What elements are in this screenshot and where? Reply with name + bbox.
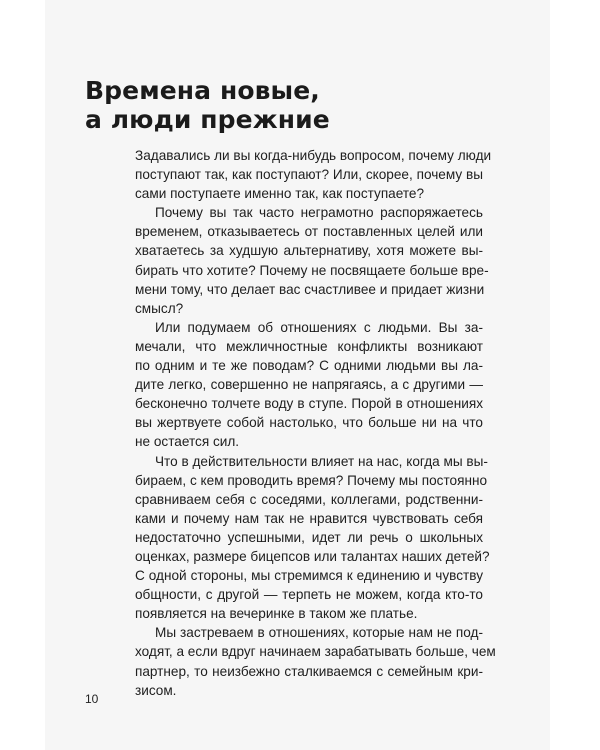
text-line: бесконечно толчете воду в ступе. Порой в отношениях [135,396,483,412]
text-line: ходят, а если вдруг начинаем зарабатывать больше, чем [135,644,496,660]
text-line: ками и почему нам так не нравится чувствовать себя [135,510,483,526]
text-line: недостаточно успешными, идет ли речь о школьных [135,529,483,545]
text-line: появляется на вечеринке в таком же платье. [135,606,418,622]
chapter-title [85,76,330,134]
text-line: зисом. [135,682,177,698]
text-line: Задавались ли вы когда-нибудь вопросом, почему люди [135,148,492,163]
text-line: мечали, что межличностные конфликты возникают [135,338,483,354]
chapter-title-line: Времена новые, [85,76,320,105]
text-line: оценках, размере бицепсов или талантах наших детей? [135,548,490,564]
chapter-title-line: а люди прежние [85,105,330,134]
text-line: бираем, с кем проводить время? Почему мы постоянно [135,472,488,488]
text-line: смысл? [135,300,184,316]
text-line: Или подумаем об отношениях с людьми. Вы за- [155,319,483,335]
text-line: бирать что хотите? Почему не посвящаете больше вре- [135,262,489,278]
body-text [135,146,496,700]
text-line: хватаетесь за худшую альтернативу, хотя можете вы- [135,243,483,259]
text-line: мени тому, что делает вас счастливее и придает жизни [135,281,485,297]
text-line: не остается сил. [135,434,240,450]
text-line: временем, отказываетесь от поставленных целей или [135,224,483,240]
text-line: общности, с другой — терпеть не можем, когда кто-то [135,587,483,603]
text-line: Что в действительности влияет на нас, когда мы вы- [155,453,488,469]
text-line: партнер, то неизбежно сталкиваемся с семейным кри- [135,663,483,679]
text-line: дите легко, совершенно не напрягаясь, а с другими — [135,377,483,393]
text-line: сами поступаете именно так, как поступаете? [135,186,425,202]
text-line: сравниваем себя с соседями, коллегами, родственни- [135,491,483,507]
text-line: по одним и те же поводам? С одними людьми вы ла- [135,358,483,374]
text-line: Почему вы так часто неграмотно распоряжаетесь [155,205,483,221]
text-line: вы жертвуете собой настолько, что больше ни на что [135,415,483,431]
text-line: поступают так, как поступают? Или, скорее, почему вы [135,167,483,183]
text-line: С одной стороны, мы стремимся к единению и чувству [135,568,483,584]
text-line: Мы застреваем в отношениях, которые нам не под- [155,625,483,641]
page-number: 10 [85,692,99,706]
